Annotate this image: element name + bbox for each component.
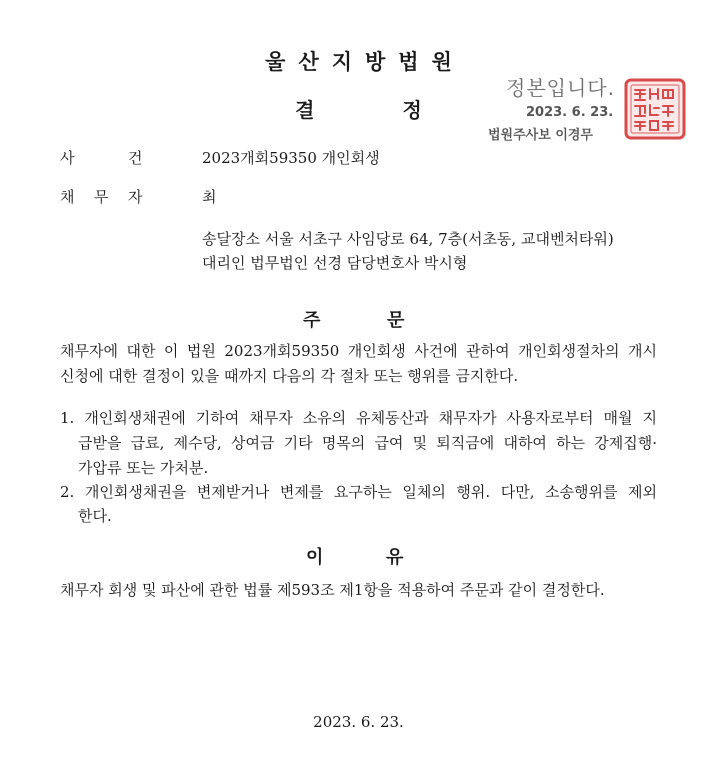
debtor-label-char-2: 무 xyxy=(94,188,109,206)
debtor-label-char-1: 채 xyxy=(60,188,75,206)
debtor-label xyxy=(60,186,143,206)
certification-date: 2023. 6. 23. xyxy=(526,105,614,120)
order-item-1-line-1: 1. 개인회생채권에 기하여 채무자 소유의 유체동산과 채무자가 사용자로부터 매월 지 xyxy=(60,409,657,427)
court-name: 울산지방법원 xyxy=(265,50,465,74)
case-label-char-2: 건 xyxy=(128,149,143,167)
debtor-label-char-3: 자 xyxy=(128,188,143,206)
order-intro-line-2: 신청에 대한 결정이 있을 때까지 다음의 각 절차 또는 행위를 금지한다. xyxy=(60,367,519,385)
reason-heading-char-2: 유 xyxy=(386,547,404,568)
order-item-1-line-3: 가압류 또는 가처분. xyxy=(78,459,209,477)
certified-copy-text: 정본입니다. xyxy=(506,76,615,100)
document-type-char-1: 결 xyxy=(295,98,315,122)
order-intro-line-1: 채무자에 대한 이 법원 2023개회59350 개인회생 사건에 관하여 개인회생절차의 개시 xyxy=(60,342,657,360)
document-type-char-2: 정 xyxy=(402,98,422,122)
representative: 대리인 법무법인 선경 담당변호사 박시형 xyxy=(202,254,468,272)
order-item-2-line-1: 2. 개인회생채권을 변제받거나 변제를 요구하는 일체의 행위. 다만, 소송행위를 제외 xyxy=(60,483,657,501)
debtor-name: 최 xyxy=(202,188,217,206)
case-label-char-1: 사 xyxy=(60,149,75,167)
delivery-place: 송달장소 서울 서초구 사임당로 64, 7층(서초동, 교대벤처타워) xyxy=(202,230,614,248)
order-item-1-line-2: 급받을 급료, 제수당, 상여금 기타 명목의 급여 및 퇴직금에 대하여 하는 강제집행· xyxy=(78,434,657,452)
court-seal-icon xyxy=(624,78,686,140)
case-number: 2023개회59350 개인회생 xyxy=(202,149,380,167)
decision-date: 2023. 6. 23. xyxy=(313,713,404,731)
order-heading-char-2: 문 xyxy=(387,310,405,331)
reason-text: 채무자 회생 및 파산에 관한 법률 제593조 제1항을 적용하여 주문과 같이 결정한다. xyxy=(60,581,605,599)
order-heading-char-1: 주 xyxy=(303,310,321,331)
case-label xyxy=(60,147,143,167)
reason-heading-char-1: 이 xyxy=(306,547,324,568)
certifying-officer: 법원주사보 이경무 xyxy=(488,128,593,143)
order-item-2-line-2: 한다. xyxy=(78,507,112,525)
